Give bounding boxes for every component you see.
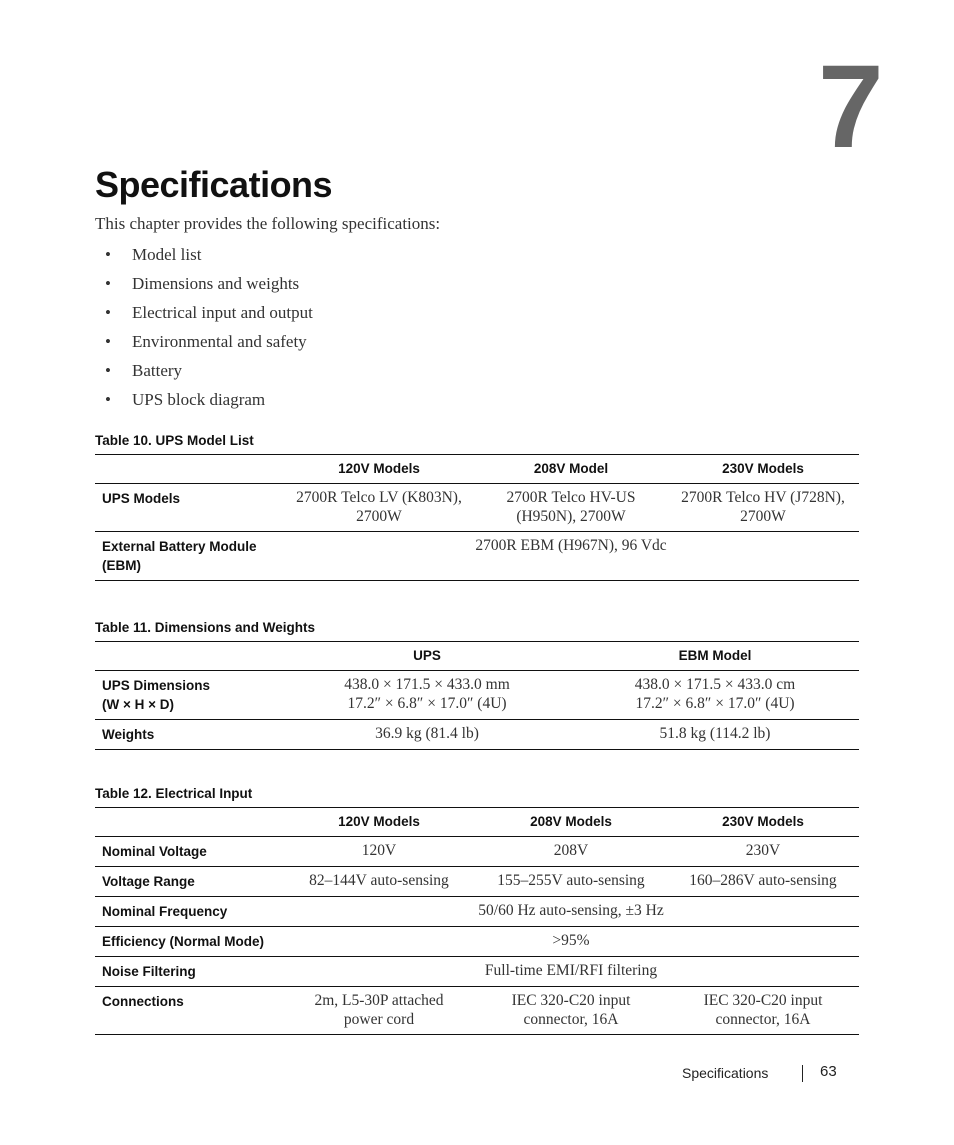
row-header: External Battery Module (EBM): [95, 532, 283, 581]
bullet-icon: •: [105, 361, 111, 380]
table-cell: 160–286V auto-sensing: [667, 867, 859, 897]
row-header: UPS Models: [95, 484, 283, 532]
table-cell: 2700R Telco HV (J728N), 2700W: [667, 484, 859, 532]
table-row: [95, 671, 859, 720]
table-row: [95, 837, 859, 867]
table12-caption: Table 12. Electrical Input: [95, 786, 253, 801]
column-header: [95, 455, 283, 484]
table11-caption: Table 11. Dimensions and Weights: [95, 620, 316, 635]
row-header: Weights: [95, 720, 283, 750]
electrical-input-table: [95, 807, 859, 1035]
chapter-number: 7: [818, 41, 882, 173]
table-cell: IEC 320-C20 input connector, 16A: [475, 987, 667, 1035]
column-header: EBM Model: [571, 642, 859, 671]
bullet-icon: •: [105, 245, 111, 264]
table-header-row: [95, 455, 859, 484]
table-row: [95, 867, 859, 897]
table-cell: >95%: [283, 927, 859, 957]
table-row: [95, 720, 859, 750]
table-cell: 155–255V auto-sensing: [475, 867, 667, 897]
table-row: [95, 987, 859, 1035]
row-header: Nominal Frequency: [95, 897, 283, 927]
table-cell: 2m, L5-30P attached power cord: [283, 987, 475, 1035]
list-item-text: Model list: [132, 245, 202, 264]
column-header: 120V Models: [283, 808, 475, 837]
column-header: [95, 642, 283, 671]
list-item: [105, 245, 313, 274]
spec-list: [105, 245, 313, 419]
model-list-table: [95, 454, 859, 581]
table-cell: 50/60 Hz auto-sensing, ±3 Hz: [283, 897, 859, 927]
list-item: [105, 332, 313, 361]
row-header: Voltage Range: [95, 867, 283, 897]
list-item: [105, 361, 313, 390]
table10-caption: Table 10. UPS Model List: [95, 433, 254, 448]
bullet-icon: •: [105, 332, 111, 351]
table-cell: 82–144V auto-sensing: [283, 867, 475, 897]
table-cell: 120V: [283, 837, 475, 867]
page-number: 63: [820, 1063, 837, 1080]
column-header: 208V Models: [475, 808, 667, 837]
list-item: [105, 390, 313, 419]
table-cell: 208V: [475, 837, 667, 867]
list-item-text: UPS block diagram: [132, 390, 266, 409]
table-cell: 230V: [667, 837, 859, 867]
row-header: Connections: [95, 987, 283, 1035]
footer-divider: [802, 1065, 803, 1082]
table-row: [95, 927, 859, 957]
table-cell: 438.0 × 171.5 × 433.0 cm 17.2″ × 6.8″ × 17.0″ (4U): [571, 671, 859, 720]
table-row: [95, 897, 859, 927]
row-header: Efficiency (Normal Mode): [95, 927, 283, 957]
table-cell: 36.9 kg (81.4 lb): [283, 720, 571, 750]
list-item: [105, 303, 313, 332]
bullet-icon: •: [105, 274, 111, 293]
list-item: [105, 274, 313, 303]
table-row: [95, 484, 859, 532]
list-item-text: Environmental and safety: [132, 332, 307, 351]
list-item-text: Electrical input and output: [132, 303, 313, 322]
column-header: UPS: [283, 642, 571, 671]
table-row: [95, 957, 859, 987]
table-header-row: [95, 808, 859, 837]
table-header-row: [95, 642, 859, 671]
column-header: [95, 808, 283, 837]
footer-section-label: Specifications: [682, 1065, 769, 1081]
row-header: UPS Dimensions (W × H × D): [95, 671, 283, 720]
row-header: Nominal Voltage: [95, 837, 283, 867]
page-title: Specifications: [95, 164, 333, 205]
column-header: 230V Models: [667, 455, 859, 484]
table-row: [95, 532, 859, 581]
table-cell: 2700R Telco LV (K803N), 2700W: [283, 484, 475, 532]
list-item-text: Dimensions and weights: [132, 274, 300, 293]
list-item-text: Battery: [132, 361, 183, 380]
intro-text: This chapter provides the following specifications:: [95, 214, 441, 233]
table-cell: IEC 320-C20 input connector, 16A: [667, 987, 859, 1035]
table-cell: Full-time EMI/RFI filtering: [283, 957, 859, 987]
bullet-icon: •: [105, 303, 111, 322]
table-cell: 2700R Telco HV-US (H950N), 2700W: [475, 484, 667, 532]
column-header: 230V Models: [667, 808, 859, 837]
column-header: 208V Model: [475, 455, 667, 484]
table-cell: 51.8 kg (114.2 lb): [571, 720, 859, 750]
table-cell: 2700R EBM (H967N), 96 Vdc: [283, 532, 859, 581]
dimensions-table: [95, 641, 859, 750]
table-cell: 438.0 × 171.5 × 433.0 mm 17.2″ × 6.8″ × 17.0″ (4U): [283, 671, 571, 720]
bullet-icon: •: [105, 390, 111, 409]
column-header: 120V Models: [283, 455, 475, 484]
row-header: Noise Filtering: [95, 957, 283, 987]
